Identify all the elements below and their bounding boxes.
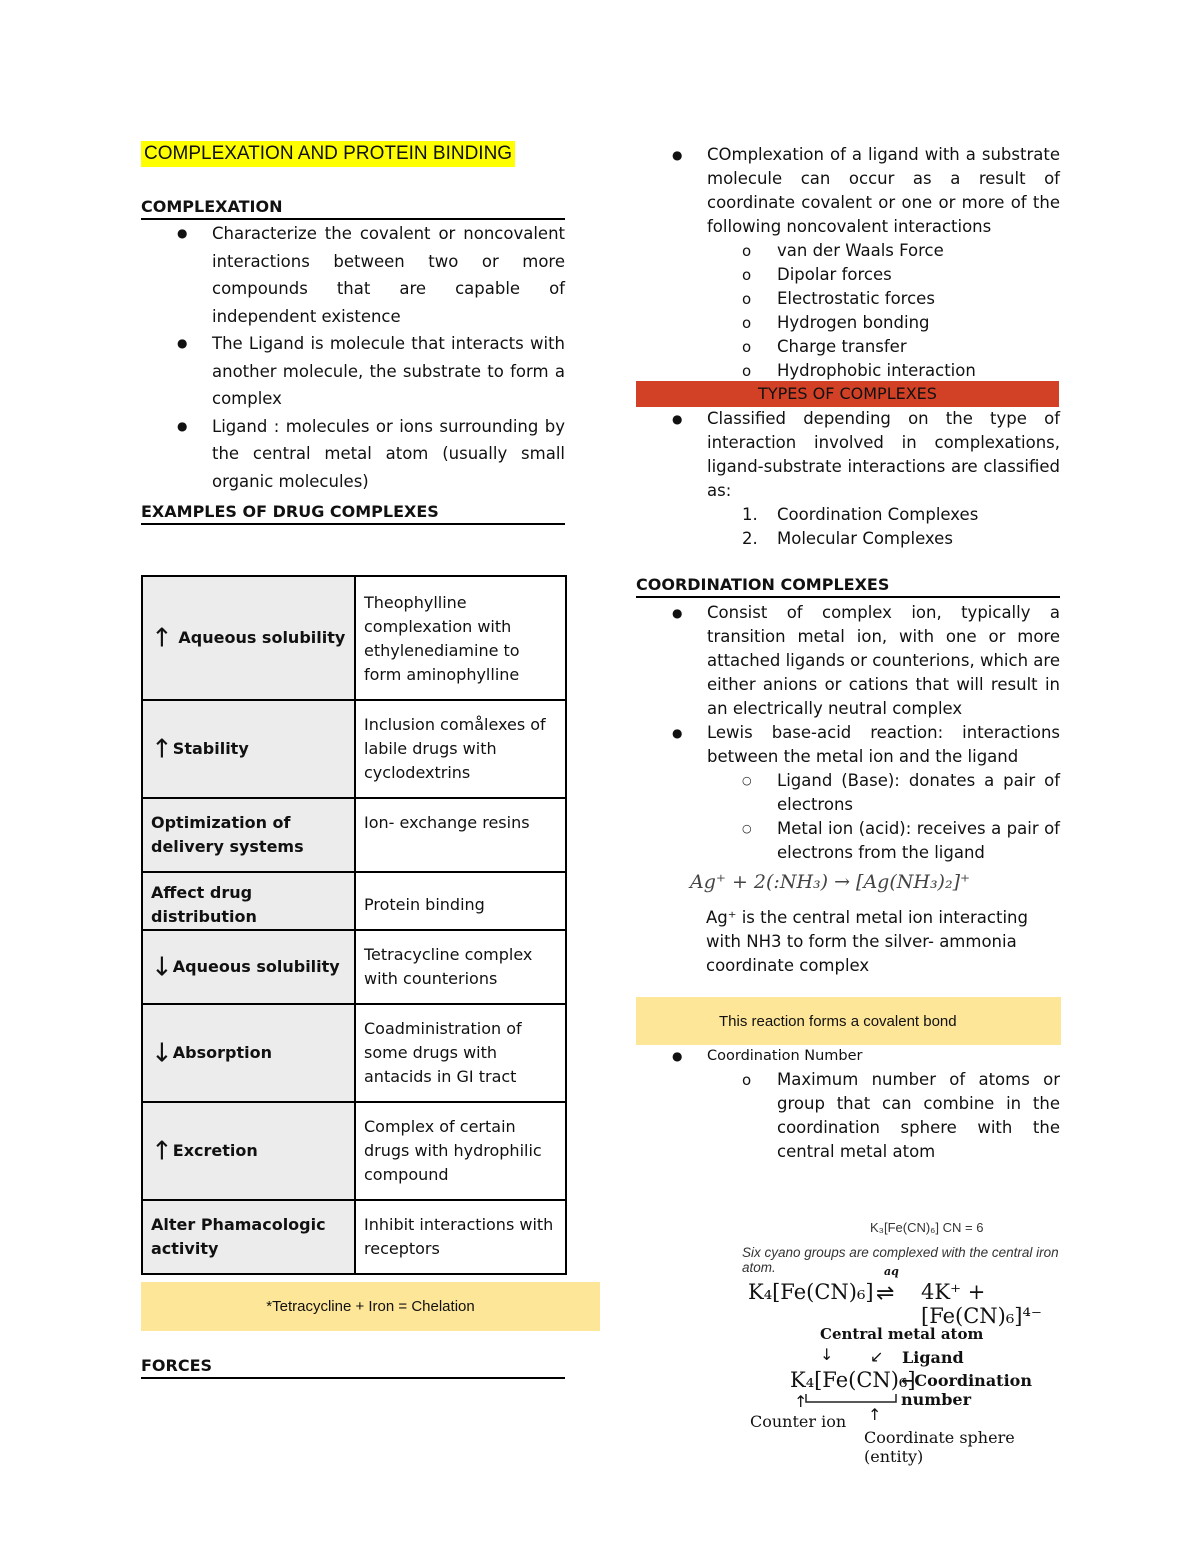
list-item: ● Coordination Number	[636, 1044, 1060, 1068]
forces-heading: FORCES	[141, 1356, 213, 1375]
complexation-bullets	[141, 220, 565, 495]
table-cell: Inclusion comålexes of labile drugs with cyclodextrins	[355, 700, 566, 798]
coordinate-sphere-label: Coordinate sphere (entity)	[864, 1428, 1015, 1466]
list-item: o van der Waals Force	[636, 239, 1060, 263]
list-item: o Charge transfer	[636, 335, 1060, 359]
complexation-heading: COMPLEXATION	[141, 197, 283, 216]
forces-bullet	[636, 143, 1060, 239]
table-row	[142, 1200, 566, 1274]
table-cell: Complex of certain drugs with hydrophilic compound	[355, 1102, 566, 1200]
coordination-number-def	[636, 1068, 1060, 1164]
list-item: ● The Ligand is molecule that interacts with another molecule, the substrate to form a complex	[141, 330, 565, 413]
table-cell: Inhibit interactions with receptors	[355, 1200, 566, 1274]
examples-heading: EXAMPLES OF DRUG COMPLEXES	[141, 502, 439, 521]
diagram-formula-line: K₃[Fe(CN)₆] CN = 6	[870, 1220, 984, 1235]
down-arrow-icon: ↓	[151, 952, 173, 983]
table-row	[142, 700, 566, 798]
central-metal-label: Central metal atom	[820, 1325, 984, 1343]
equilibrium-arrow-icon: ⇌	[876, 1281, 895, 1306]
ligand-label: Ligand	[902, 1348, 964, 1367]
list-item: ● COmplexation of a ligand with a substrate molecule can occur as a result of coordinate covalent or one or more of the following noncovalent interactions	[636, 143, 1060, 239]
page-title: COMPLEXATION AND PROTEIN BINDING	[141, 141, 515, 167]
types-bullet	[636, 407, 1060, 503]
up-arrow-icon: ↑	[151, 734, 173, 765]
heading-rule	[141, 523, 565, 525]
drug-complexes-table-1	[141, 575, 567, 939]
table-cell: ↑Stability	[142, 700, 355, 798]
reaction-right: 4K⁺ + [Fe(CN)₆]⁴⁻	[921, 1280, 1042, 1328]
diagram-formula: K₄[Fe(CN)₆]	[790, 1368, 916, 1392]
drug-complexes-table-2	[141, 929, 567, 1275]
heading-rule	[636, 596, 1060, 598]
table-row	[142, 1102, 566, 1200]
types-of-complexes-bar: TYPES OF COMPLEXES	[636, 381, 1059, 407]
table-row	[142, 798, 566, 872]
coordination-complexes-heading: COORDINATION COMPLEXES	[636, 575, 890, 594]
up-arrow-icon: ↑	[868, 1405, 882, 1424]
list-item: o Electrostatic forces	[636, 287, 1060, 311]
table-cell: Protein binding	[355, 872, 566, 938]
table-cell: Alter Phamacologic activity	[142, 1200, 355, 1274]
table-cell: Theophylline complexation with ethylenediamine to form aminophylline	[355, 576, 566, 700]
forces-list	[636, 239, 1060, 383]
counter-ion-label: Counter ion	[750, 1412, 847, 1431]
table-row	[142, 1004, 566, 1102]
coordination-bullets	[636, 601, 1060, 769]
list-item: ○ Metal ion (acid): receives a pair of electrons from the ligand	[636, 817, 1060, 865]
up-arrow-icon: ↑	[151, 1136, 173, 1167]
silver-ammonia-equation: Ag⁺ + 2(:NH₃) → [Ag(NH₃)₂]⁺	[690, 871, 971, 893]
list-item: ● Ligand : molecules or ions surrounding by the central metal atom (usually small organic molecules)	[141, 413, 565, 496]
table-row	[142, 576, 566, 700]
coordination-number-bullet	[636, 1044, 1060, 1068]
diagram-caption: Six cyano groups are complexed with the central iron atom.	[742, 1245, 1059, 1275]
table-cell: Affect drug distribution	[142, 872, 355, 938]
equation-description: Ag⁺ is the central metal ion interacting with NH3 to form the silver- ammonia coordinate complex	[706, 908, 1028, 975]
heading-rule	[141, 1377, 565, 1379]
list-item: o Maximum number of atoms or group that can combine in the coordination sphere with the central metal atom	[636, 1068, 1060, 1164]
up-arrow-icon: ↑	[151, 623, 173, 654]
up-arrow-icon: ↑	[794, 1392, 808, 1411]
reaction-condition: aq	[884, 1265, 899, 1278]
list-item: 2. Molecular Complexes	[742, 529, 953, 548]
table-cell: ↓Absorption	[142, 1004, 355, 1102]
covalent-bond-note: This reaction forms a covalent bond	[636, 997, 1061, 1045]
list-item: ● Lewis base-acid reaction: interactions between the metal ion and the ligand	[636, 721, 1060, 769]
table-cell: Coadministration of some drugs with antacids in GI tract	[355, 1004, 566, 1102]
table-cell: Optimization of delivery systems	[142, 798, 355, 872]
list-item: ○ Ligand (Base): donates a pair of electrons	[636, 769, 1060, 817]
list-item: ● Characterize the covalent or noncovalent interactions between two or more compounds that are capable of independent existence	[141, 220, 565, 330]
coordination-number-label: ←Coordination number	[901, 1371, 1032, 1409]
list-item: o Hydrophobic interaction	[636, 359, 1060, 383]
down-arrow-icon: ↓	[151, 1038, 173, 1069]
types-list	[636, 503, 1060, 551]
reaction-left: K₄[Fe(CN)₆]	[748, 1280, 874, 1304]
list-item: o Dipolar forces	[636, 263, 1060, 287]
ligand-arrow-icon: ↙	[870, 1347, 884, 1366]
table-cell: Tetracycline complex with counterions	[355, 930, 566, 1004]
list-item: o Hydrogen bonding	[636, 311, 1060, 335]
table-cell: ↑ Aqueous solubility	[142, 576, 355, 700]
list-item: ● Classified depending on the type of interaction involved in complexations, ligand-substrate interactions are classified as:	[636, 407, 1060, 503]
lewis-list	[636, 769, 1060, 865]
down-arrow-icon: ↓	[820, 1345, 834, 1364]
table-cell: ↓Aqueous solubility	[142, 930, 355, 1004]
list-item: 1. Coordination Complexes	[742, 505, 979, 524]
list-item: ● Consist of complex ion, typically a transition metal ion, with one or more attached ligands or counterions, which are either anions or cations that will result in an electrically neutral complex	[636, 601, 1060, 721]
chelation-note: *Tetracycline + Iron = Chelation	[141, 1282, 600, 1331]
table-cell: ↑Excretion	[142, 1102, 355, 1200]
table-row	[142, 930, 566, 1004]
table-cell: Ion- exchange resins	[355, 798, 566, 872]
